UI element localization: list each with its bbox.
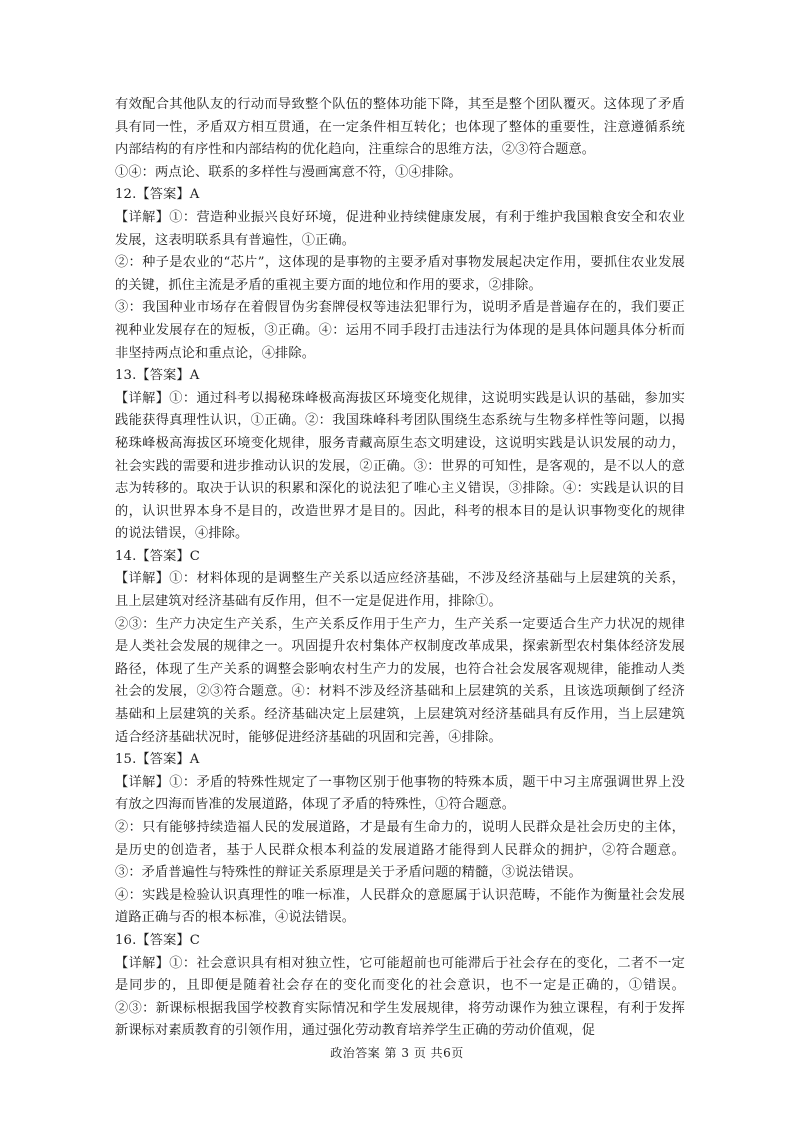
paragraph: ③：我国种业市场存在着假冒伪劣套牌侵权等违法犯罪行为，说明矛盾是普遍存在的，我们要正视种业发展存在的短板，③正确。④：运用不同手段打击违法行为体现的是具体问题具体分析而非坚持两点论和重点论，④排除。 xyxy=(115,300,685,361)
paragraph: 【详解】①：通过科考以揭秘珠峰极高海拔区环境变化规律，这说明实践是认识的基础，参加实践能获得真理性认识，①正确。②：我国珠峰科考团队围绕生态系统与生物多样性等问题，以揭秘珠峰极高海拔区环境变化规律，服务青藏高原生态文明建设，这说明实践是认识发展的动力，社会实践的需要和进步推动认识的发展，②正确。③：世界的可知性，是客观的，是不以人的意志为转移的。取决于认识的积累和深化的说法犯了唯心主义错误，③排除。④：实践是认识的目的，认识世界本身不是目的，改造世界才是目的。因此，科考的根本目的是认识事物变化的规律的说法错误，④排除。 xyxy=(115,390,685,542)
paragraph: ④：实践是检验认识真理性的唯一标准，人民群众的意愿属于认识范畴，不能作为衡量社会发展道路正确与否的根本标准，④说法错误。 xyxy=(115,887,685,926)
paragraph: 【详解】①：营造种业振兴良好环境，促进种业持续健康发展，有利于维护我国粮食安全和农业发展，这表明联系具有普遍性，①正确。 xyxy=(115,209,685,248)
answer-heading: 12.【答案】A xyxy=(115,187,200,203)
answer-heading: 16.【答案】C xyxy=(115,932,201,948)
paragraph: 有效配合其他队友的行动而导致整个队伍的整体功能下降，其至是整个团队覆灭。这体现了矛盾具有同一性，矛盾双方相互贯通，在一定条件相互转化；也体现了整体的重要性，注意遵循系统内部结构的有序性和内部结构的优化趋向，注重综合的思维方法，②③符合题意。 xyxy=(115,97,685,158)
paragraph: 【详解】①：矛盾的特殊性规定了一事物区别于他事物的特殊本质，题干中习主席强调世界上没有放之四海而皆准的发展道路，体现了矛盾的特殊性，①符合题意。 xyxy=(115,774,685,813)
answer-heading: 13.【答案】A xyxy=(115,368,200,384)
paragraph: 【详解】①：材料体现的是调整生产关系以适应经济基础，不涉及经济基础与上层建筑的关系，且上层建筑对经济基础有反作用，但不一定是促进作用，排除①。 xyxy=(115,571,685,610)
paragraph: ①④：两点论、联系的多样性与漫画寓意不符，①④排除。 xyxy=(115,164,462,180)
answer-heading: 14.【答案】C xyxy=(115,548,201,564)
paragraph: 【详解】①：社会意识具有相对独立性，它可能超前也可能滞后于社会存在的变化，二者不一定是同步的，且即便是随着社会存在的变化而变化的社会意识，也不一定是正确的，①错误。②③：新课标根据我国学校教育实际情况和学生发展规律，将劳动课作为独立课程，有利于发挥新课标对素质教育的引领作用，通过强化劳动教育培养学生正确的劳动价值观，促 xyxy=(115,955,685,1039)
document-body xyxy=(115,94,685,1043)
paragraph: ②：只有能够持续造福人民的发展道路，才是最有生命力的，说明人民群众是社会历史的主体，是历史的创造者，基于人民群众根本利益的发展道路才能得到人民群众的拥护，②符合题意。③：矛盾普遍性与特殊性的辩证关系原理是关于矛盾问题的精髓，③说法错误。 xyxy=(115,820,685,881)
paragraph: ②：种子是农业的“芯片”，这体现的是事物的主要矛盾对事物发展起决定作用，要抓住农业发展的关键，抓住主流是矛盾的重视主要方面的地位和作用的要求，②排除。 xyxy=(115,255,685,293)
page-footer: 政治答案 第 3 页 共6页 xyxy=(330,1046,464,1060)
paragraph: ②③：生产力决定生产关系，生产关系反作用于生产力，生产关系一定要适合生产力状况的规律是人类社会发展的规律之一。巩固提升农村集体产权制度改革成果，探索新型农村集体经济发展路径，体现了生产关系的调整会影响农村生产力的发展，也符合社会发展客观规律，能推动人类社会的发展，②③符合题意。④：材料不涉及经济基础和上层建筑的关系，且该选项颠倒了经济基础和上层建筑的关系。经济基础决定上层建筑，上层建筑对经济基础具有反作用，当上层建筑适合经济基础状况时，能够促进经济基础的巩固和完善，④排除。 xyxy=(115,616,685,745)
answer-heading: 15.【答案】A xyxy=(115,752,200,768)
